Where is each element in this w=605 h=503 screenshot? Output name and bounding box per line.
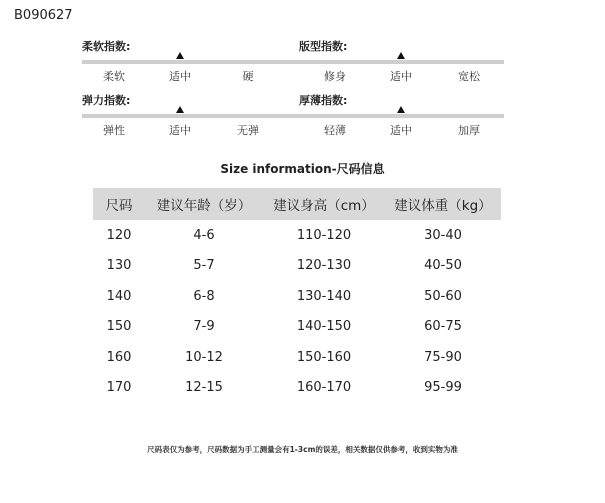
- cell-age: 10-12: [185, 349, 223, 365]
- scale-title: 厚薄指数:: [299, 94, 348, 107]
- cell-age: 4-6: [193, 227, 215, 243]
- cell-weight: 30-40: [424, 227, 462, 243]
- scale-label-mid: 适中: [169, 70, 191, 83]
- scale-bar: [299, 114, 504, 118]
- table-row: [93, 342, 501, 373]
- scale-label-low: 弹性: [103, 124, 125, 137]
- cell-age: 5-7: [193, 258, 215, 274]
- scale-label-mid: 适中: [390, 124, 412, 137]
- cell-size: 170: [106, 380, 132, 396]
- scale-label-high: 无弹: [237, 124, 259, 137]
- scale-label-mid: 适中: [390, 70, 412, 83]
- table-row: [93, 312, 501, 343]
- cell-weight: 95-99: [424, 380, 462, 396]
- scale-bar: [82, 60, 302, 64]
- cell-size: 160: [106, 349, 132, 365]
- cell-weight: 75-90: [424, 349, 462, 365]
- cell-size: 120: [106, 227, 132, 243]
- scale-label-mid: 适中: [169, 124, 191, 137]
- header-size: 尺码: [105, 198, 133, 214]
- scale-label-high: 加厚: [458, 124, 480, 137]
- size-table: [93, 188, 501, 403]
- cell-weight: 60-75: [424, 319, 462, 335]
- scale-title: 柔软指数:: [82, 40, 131, 53]
- scale-title: 版型指数:: [299, 40, 348, 53]
- scale-label-high: 硬: [242, 70, 254, 83]
- product-code: B090627: [14, 8, 73, 23]
- cell-height: 160-170: [296, 380, 352, 396]
- table-row: [93, 373, 501, 404]
- scale-label-low: 柔软: [103, 70, 125, 83]
- cell-height: 120-130: [296, 258, 352, 274]
- size-table-title: Size information-尺码信息: [220, 162, 385, 176]
- scale-marker-icon: [397, 106, 405, 113]
- table-row: [93, 281, 501, 312]
- cell-weight: 40-50: [424, 258, 462, 274]
- scale-bar: [299, 60, 504, 64]
- cell-height: 140-150: [296, 319, 352, 335]
- scale-marker-icon: [176, 106, 184, 113]
- header-age: 建议年龄（岁）: [156, 198, 252, 214]
- cell-age: 7-9: [193, 319, 215, 335]
- scale-label-low: 修身: [324, 70, 346, 83]
- scale-label-low: 轻薄: [324, 124, 346, 137]
- table-row: [93, 251, 501, 282]
- cell-age: 6-8: [193, 288, 215, 304]
- scale-label-high: 宽松: [458, 70, 480, 83]
- cell-height: 150-160: [296, 349, 352, 365]
- cell-height: 110-120: [296, 227, 352, 243]
- cell-age: 12-15: [185, 380, 223, 396]
- cell-size: 140: [106, 288, 132, 304]
- scale-marker-icon: [176, 52, 184, 59]
- footnote: 尺码表仅为参考，尺码数据为手工测量会有1-3cm的误差，相关数据仅供参考，收到实物为准: [147, 445, 458, 454]
- scale-title: 弹力指数:: [82, 94, 131, 107]
- scale-marker-icon: [397, 52, 405, 59]
- cell-height: 130-140: [296, 288, 352, 304]
- scale-bar: [82, 114, 302, 118]
- size-table-header: [93, 188, 501, 220]
- table-row: [93, 220, 501, 251]
- fit-scale: [299, 38, 504, 83]
- softness-scale: [82, 38, 302, 83]
- header-weight: 建议体重（kg）: [394, 198, 492, 214]
- header-height: 建议身高（cm）: [273, 198, 375, 214]
- cell-weight: 50-60: [424, 288, 462, 304]
- elasticity-scale: [82, 92, 302, 137]
- cell-size: 130: [106, 258, 132, 274]
- cell-size: 150: [106, 319, 132, 335]
- thickness-scale: [299, 92, 504, 137]
